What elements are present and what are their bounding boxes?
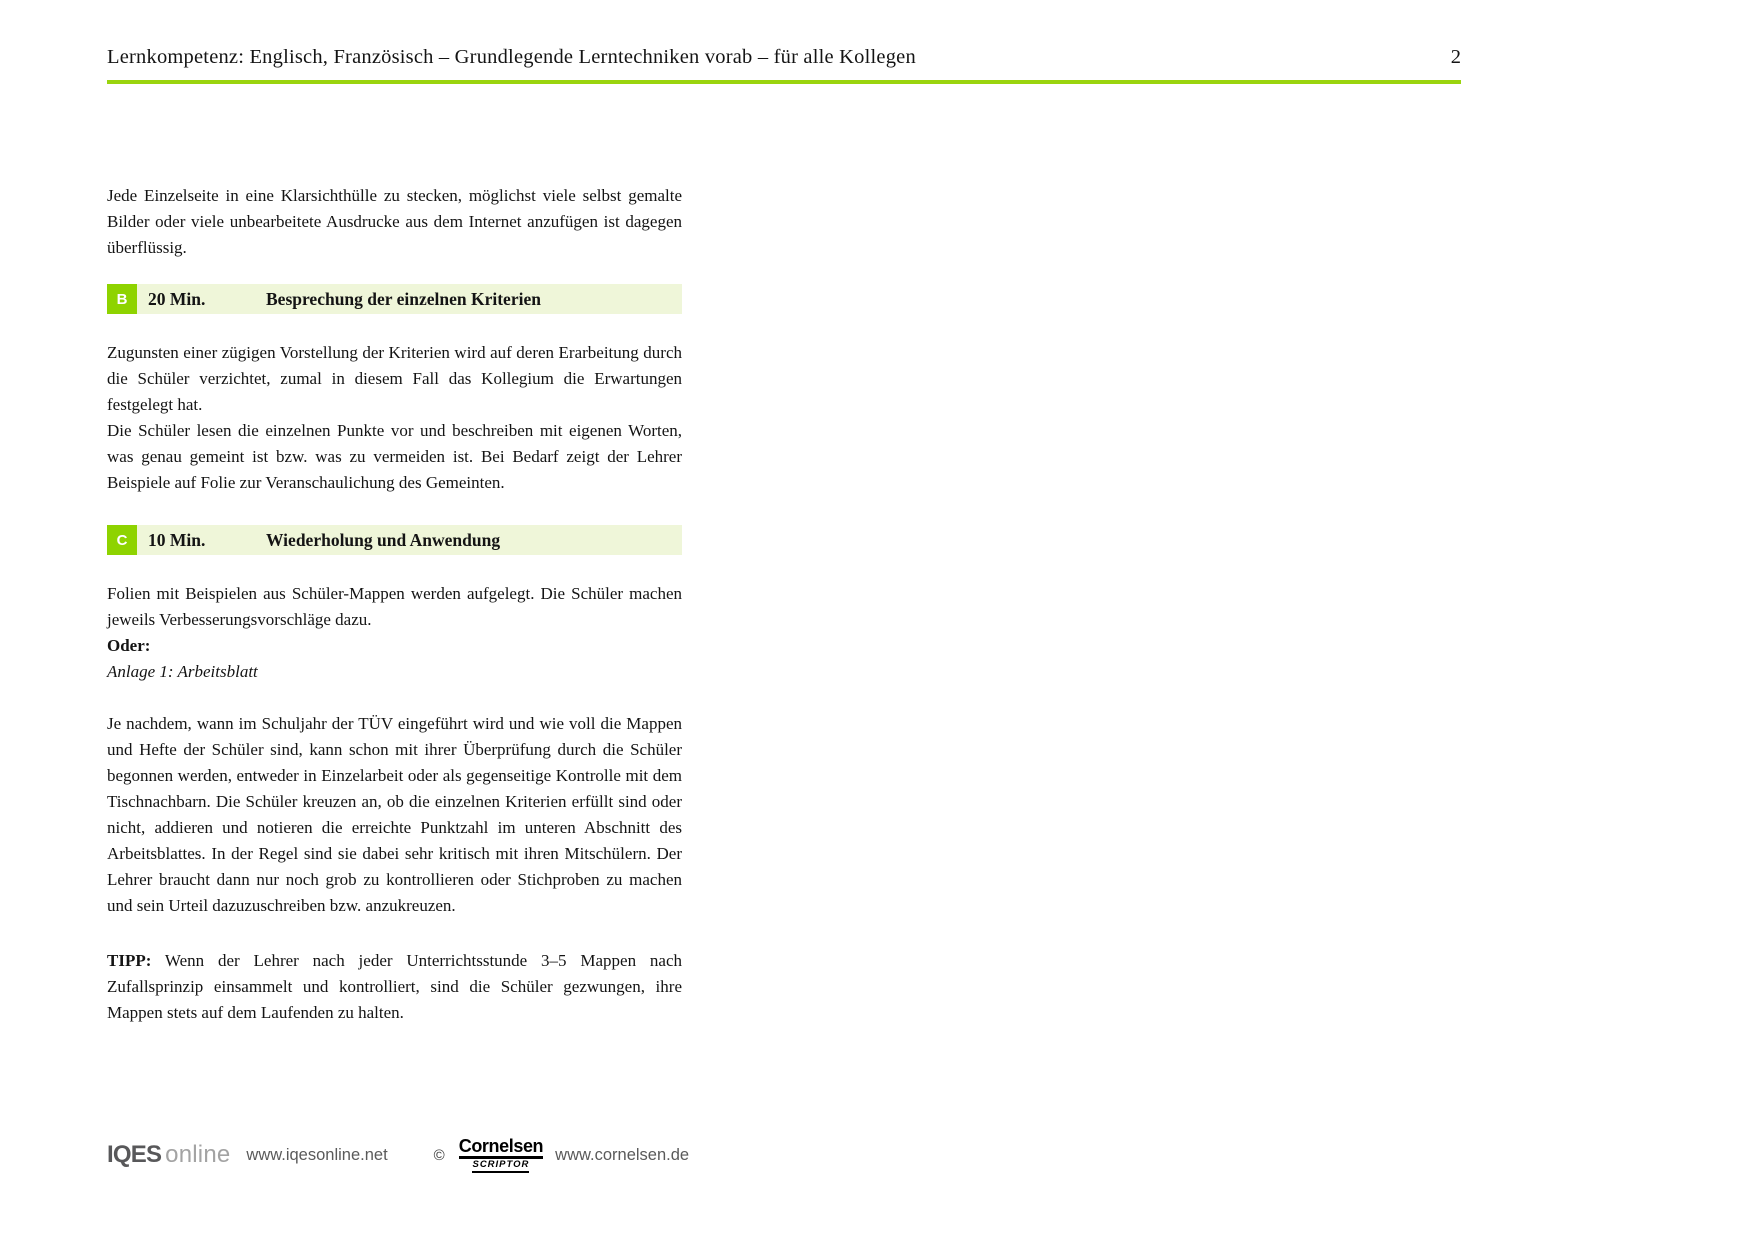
content-column: [107, 183, 682, 1026]
anlage-reference: Anlage 1: Arbeitsblatt: [107, 662, 258, 681]
oder-label: Oder:: [107, 636, 151, 655]
section-c-body: [107, 581, 682, 685]
iqes-logo-text: IQES: [107, 1141, 162, 1168]
cornelsen-scriptor-logo: [459, 1137, 543, 1172]
copyright-symbol: ©: [433, 1146, 445, 1164]
header-rule: [107, 80, 1461, 84]
iqes-online-logo: [107, 1141, 230, 1169]
cornelsen-url: www.cornelsen.de: [555, 1145, 690, 1164]
paragraph: Zugunsten einer zügigen Vorstellung der Kriterien wird auf deren Erarbeitung durch die Schüler verzichtet, zumal in diesem Fall das Kollegium die Erwartungen festgelegt hat.: [107, 343, 682, 414]
tip-paragraph: [107, 948, 682, 1026]
document-footer: [107, 1136, 690, 1171]
section-bar-c: [107, 525, 682, 555]
iqes-url: www.iqesonline.net: [246, 1145, 388, 1164]
tip-label: TIPP:: [107, 951, 152, 970]
document-header: [107, 46, 1461, 69]
paragraph: Die Schüler lesen die einzelnen Punkte vor und beschreiben mit eigenen Worten, was genau gemeint ist bzw. was zu vermeiden ist. Bei Bedarf zeigt der Lehrer Beispiele auf Folie zur Veranschaulichung des Gemeinten.: [107, 421, 682, 492]
section-bar-b: [107, 284, 682, 314]
intro-paragraph: Jede Einzelseite in eine Klarsichthülle zu stecken, möglichst viele selbst gemalte Bilder oder viele unbearbeitete Ausdrucke aus dem Internet anzufügen ist dagegen überflüssig.: [107, 186, 682, 257]
section-duration-b: 20 Min.: [148, 288, 206, 309]
section-letter-badge-b: B: [107, 284, 137, 314]
section-duration-c: 10 Min.: [148, 529, 206, 550]
page-number: 2: [1450, 46, 1461, 68]
tip-text: Wenn der Lehrer nach jeder Unterrichtsstunde 3–5 Mappen nach Zufallsprinzip einsammelt und kontrolliert, sind die Schüler gezwungen, ihre Mappen stets auf dem Laufenden zu halten.: [107, 951, 682, 1022]
section-letter-badge-c: C: [107, 525, 137, 555]
section-title-c: Wiederholung und Anwendung: [266, 529, 501, 550]
cornelsen-logo-text: Cornelsen: [459, 1137, 543, 1159]
scriptor-logo-text: SCRIPTOR: [472, 1159, 529, 1172]
section-title-b: Besprechung der einzelnen Kriterien: [266, 288, 541, 309]
section-b-body: [107, 340, 682, 496]
iqes-logo-online-text: online: [165, 1141, 231, 1168]
paragraph: Folien mit Beispielen aus Schüler-Mappen werden aufgelegt. Die Schüler machen jeweils Verbesserungsvorschläge dazu.: [107, 584, 682, 629]
main-paragraph: Je nachdem, wann im Schuljahr der TÜV eingeführt wird und wie voll die Mappen und Hefte der Schüler sind, kann schon mit ihrer Überprüfung durch die Schüler begonnen werden, entweder in Einzelarbeit oder als gegenseitige Kontrolle mit dem Tischnachbarn. Die Schüler kreuzen an, ob die einzelnen Kriterien erfüllt sind oder nicht, addieren und notieren die erreichte Punktzahl im unteren Abschnitt des Arbeitsblattes. In der Regel sind sie dabei sehr kritisch mit ihren Mitschülern. Der Lehrer braucht dann nur noch grob zu kontrollieren oder Stichproben zu machen und sein Urteil dazuzuschreiben bzw. anzukreuzen.: [107, 714, 682, 915]
page-title: Lernkompetenz: Englisch, Französisch – Grundlegende Lerntechniken vorab – für alle Kollegen: [107, 46, 916, 68]
